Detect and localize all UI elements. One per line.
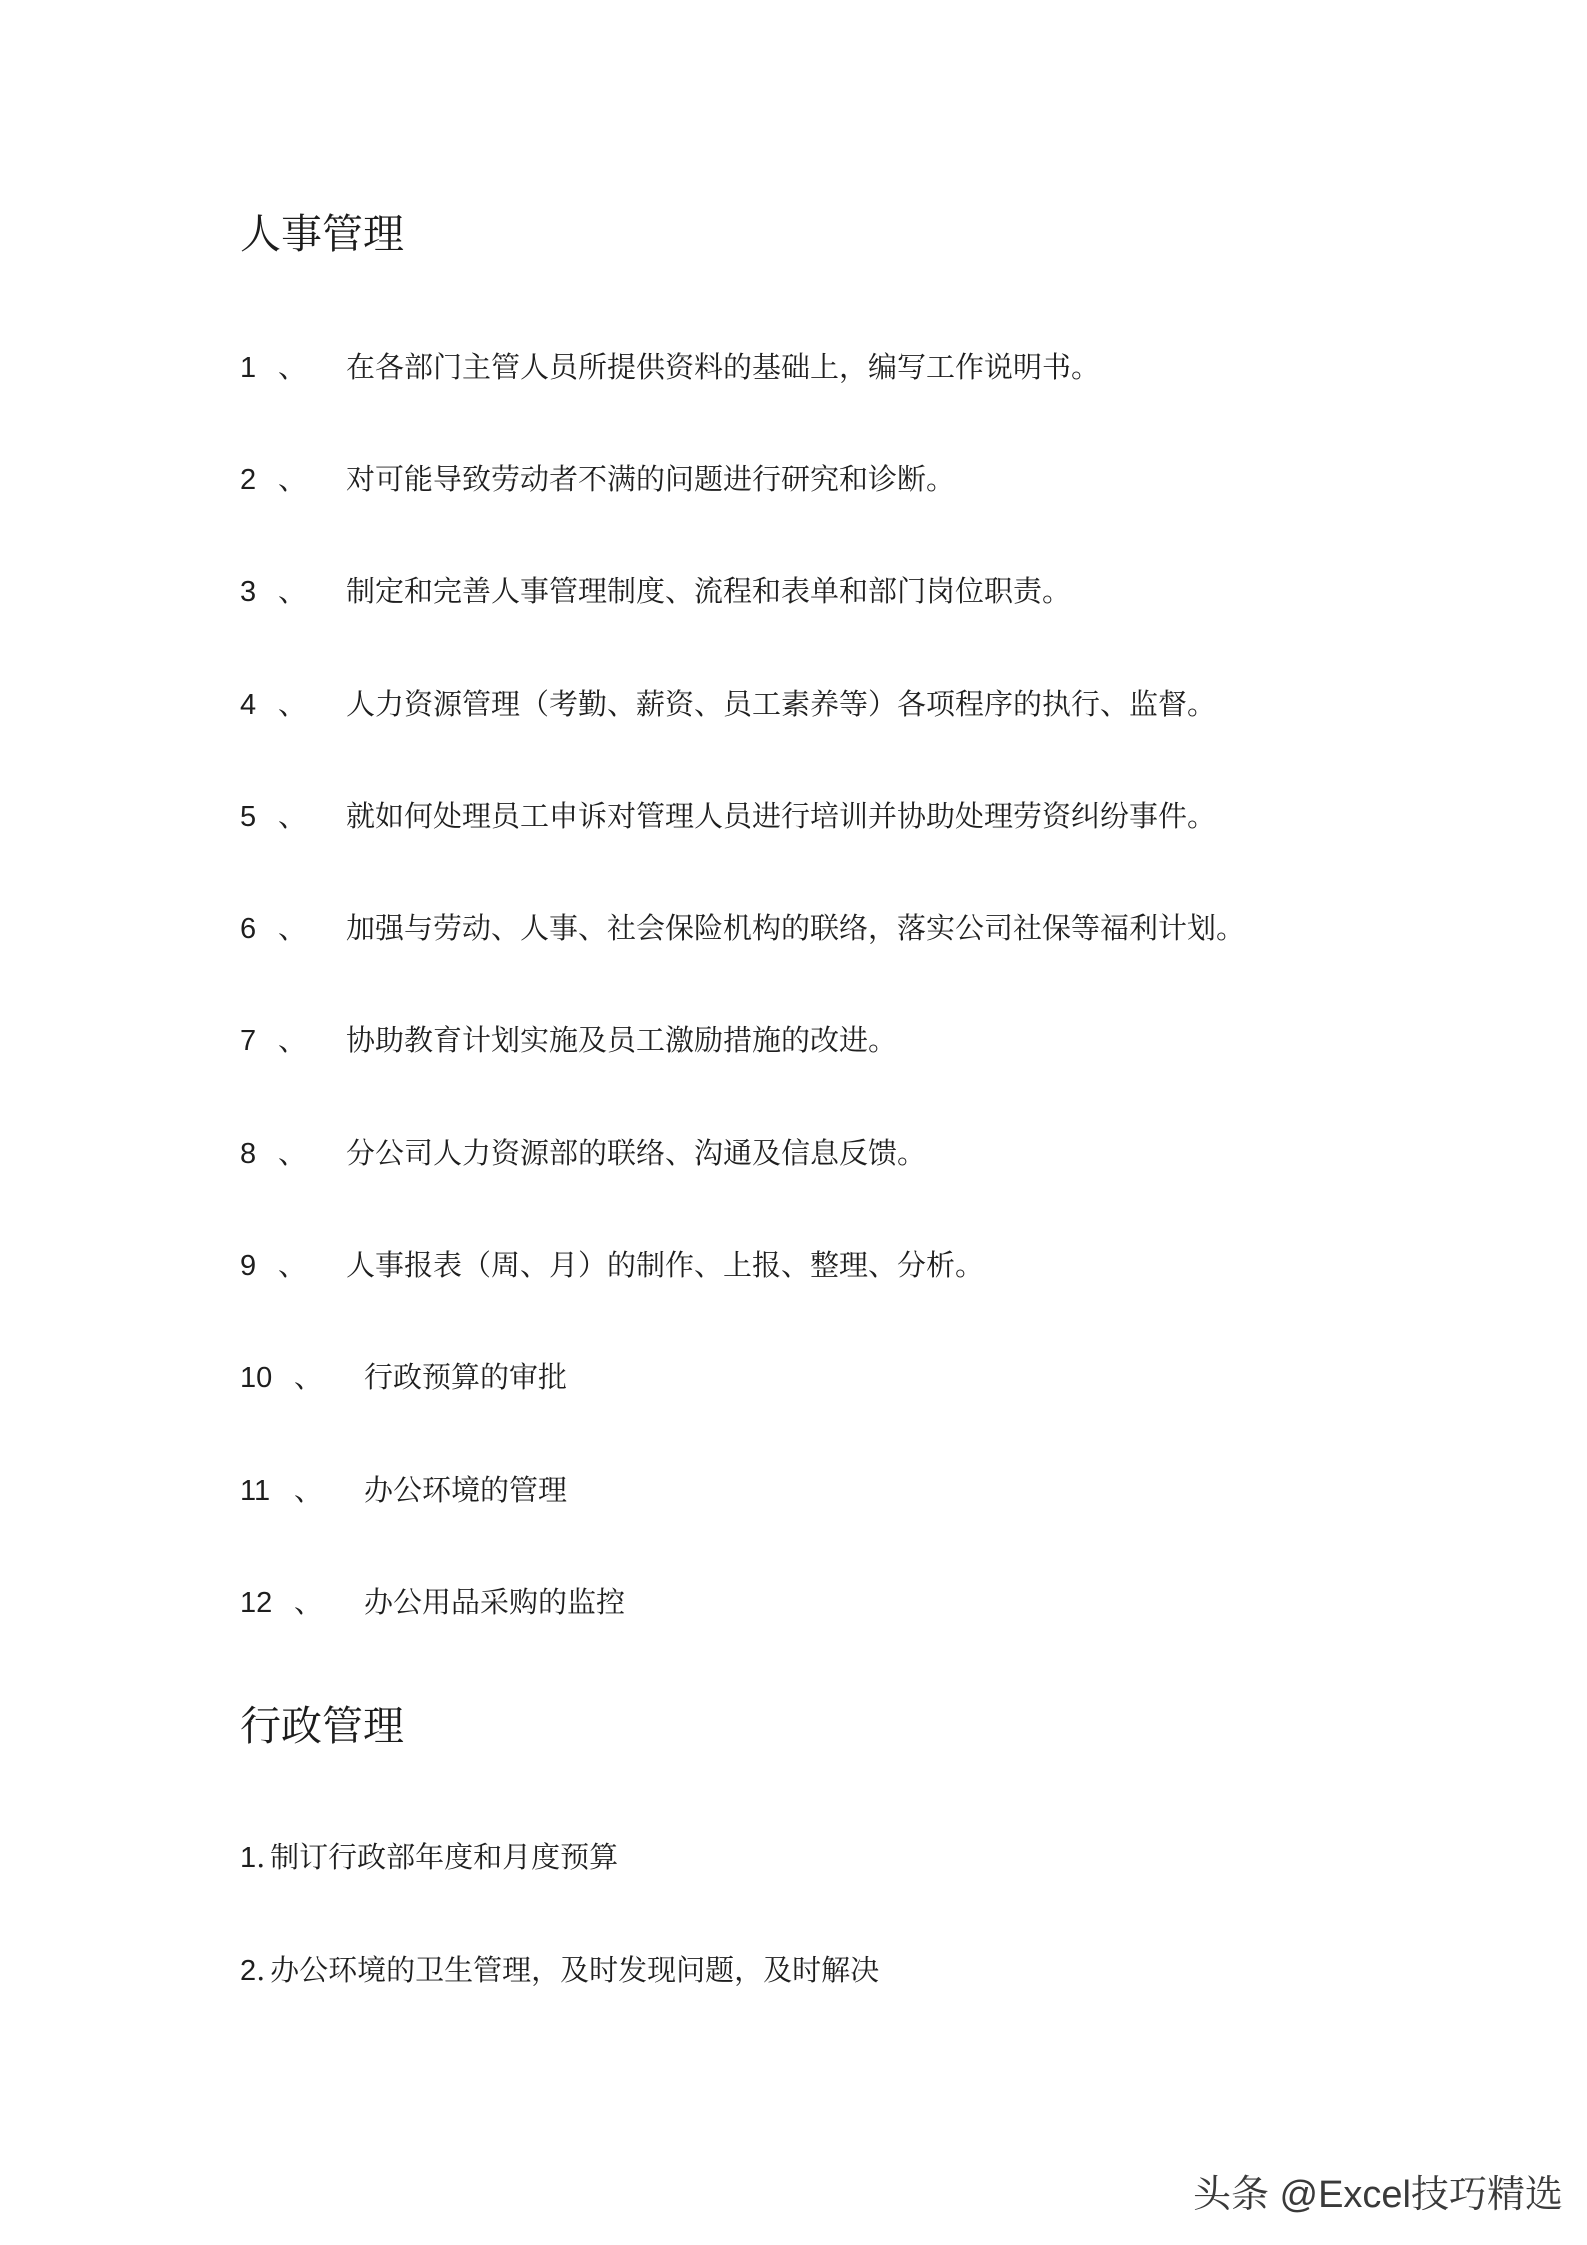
section-title-hr: 人事管理 xyxy=(240,210,404,258)
item-text: 办公用品采购的监控 xyxy=(364,1585,626,1619)
list-item xyxy=(240,1357,567,1397)
item-text: 人力资源管理（考勤、薪资、员工素养等）各项程序的执行、监督。 xyxy=(346,687,1217,721)
list-item xyxy=(240,1470,567,1510)
list-item xyxy=(240,1020,897,1060)
item-text: 人事报表（周、月）的制作、上报、整理、分析。 xyxy=(346,1248,985,1282)
item-separator: 、 xyxy=(278,911,308,945)
item-text: 行政预算的审批 xyxy=(364,1360,568,1394)
item-text: 制定和完善人事管理制度、流程和表单和部门岗位职责。 xyxy=(346,574,1072,608)
item-text: 加强与劳动、人事、社会保险机构的联络，落实公司社保等福利计划。 xyxy=(346,911,1246,945)
list-item xyxy=(240,1245,984,1285)
item-number: 12 xyxy=(240,1587,273,1619)
item-number: 5 xyxy=(240,801,257,833)
item-number: 9 xyxy=(240,1250,257,1282)
item-number: 11 xyxy=(240,1475,271,1507)
item-number: 8 xyxy=(240,1138,257,1170)
item-text: 制订行政部年度和月度预算 xyxy=(270,1840,619,1874)
list-item xyxy=(240,1837,618,1877)
list-item xyxy=(240,908,1245,948)
item-separator: 、 xyxy=(278,1136,308,1170)
item-number: 6 xyxy=(240,913,257,945)
item-text: 协助教育计划实施及员工激励措施的改进。 xyxy=(346,1023,898,1057)
list-item xyxy=(240,347,1100,387)
list-item xyxy=(240,796,1216,836)
list-item xyxy=(240,1133,926,1173)
list-item xyxy=(240,1950,879,1990)
item-separator: . xyxy=(256,1840,266,1874)
item-text: 在各部门主管人员所提供资料的基础上，编写工作说明书。 xyxy=(346,350,1101,384)
list-item xyxy=(240,459,955,499)
item-separator: 、 xyxy=(278,687,308,721)
list-item xyxy=(240,571,1071,611)
item-text: 办公环境的卫生管理，及时发现问题，及时解决 xyxy=(270,1953,880,1987)
item-text: 对可能导致劳动者不满的问题进行研究和诊断。 xyxy=(346,462,956,496)
item-separator: . xyxy=(256,1953,266,1987)
item-separator: 、 xyxy=(294,1360,324,1394)
item-number: 2 xyxy=(240,1955,257,1987)
item-separator: 、 xyxy=(278,799,308,833)
item-separator: 、 xyxy=(278,1023,308,1057)
item-text: 分公司人力资源部的联络、沟通及信息反馈。 xyxy=(346,1136,927,1170)
item-text: 就如何处理员工申诉对管理人员进行培训并协助处理劳资纠纷事件。 xyxy=(346,799,1217,833)
item-separator: 、 xyxy=(294,1473,324,1507)
item-number: 7 xyxy=(240,1025,257,1057)
item-separator: 、 xyxy=(278,350,308,384)
item-number: 1 xyxy=(240,1842,257,1874)
item-separator: 、 xyxy=(278,462,308,496)
item-separator: 、 xyxy=(278,574,308,608)
list-item xyxy=(240,684,1216,724)
item-number: 2 xyxy=(240,464,257,496)
item-number: 10 xyxy=(240,1362,273,1394)
list-item xyxy=(240,1582,625,1622)
item-text: 办公环境的管理 xyxy=(364,1473,568,1507)
item-number: 4 xyxy=(240,689,257,721)
item-number: 1 xyxy=(240,352,257,384)
section-title-admin: 行政管理 xyxy=(240,1702,404,1750)
item-separator: 、 xyxy=(294,1585,324,1619)
item-number: 3 xyxy=(240,576,257,608)
source-watermark: 头条 @Excel技巧精选 xyxy=(1192,2174,1563,2216)
item-separator: 、 xyxy=(278,1248,308,1282)
